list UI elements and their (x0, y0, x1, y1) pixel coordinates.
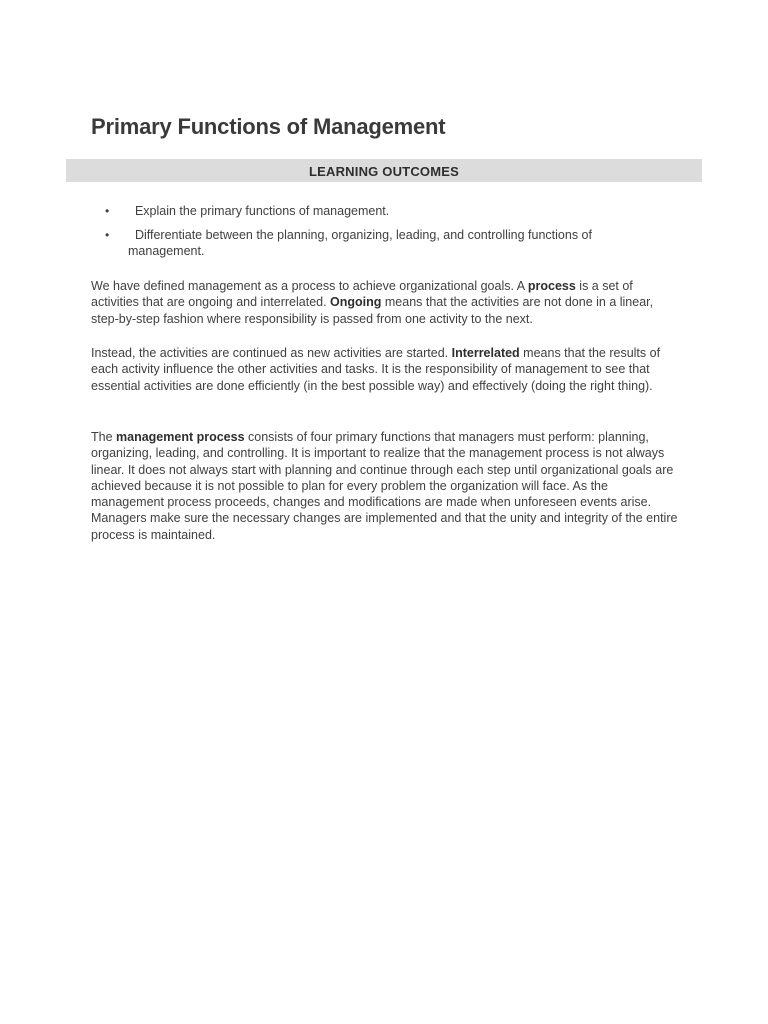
paragraph-interrelated (91, 345, 681, 394)
bold-term: Interrelated (451, 346, 520, 360)
outcome-text: Differentiate between the planning, organizing, leading, and controlling functions of management. (128, 228, 596, 258)
learning-outcomes-heading: LEARNING OUTCOMES (66, 159, 702, 182)
paragraph-management-process (91, 429, 681, 543)
list-item (91, 203, 651, 219)
list-item (91, 227, 651, 259)
bullet-icon: • (105, 228, 110, 242)
paragraph-text: We have defined management as a process to achieve organizational goals. A (91, 279, 528, 293)
paragraph-text: The (91, 430, 117, 444)
bold-term: management process (116, 430, 245, 444)
paragraph-text: consists of four primary functions that managers must perform: planning, organizing, leading, and controlling. It is important to realize that the management process is not always linear. It does not always start with planning and continue through each step until organizational goals are achieved because it is not possible to plan for every problem the organization will face. As the management process proceeds, changes and modifications are made when unforeseen events arise. Managers make sure the necessary changes are implemented and that the unity and integrity of the entire process is maintained. (91, 430, 678, 542)
outcome-text: Explain the primary functions of management. (128, 204, 390, 218)
learning-outcomes-list (91, 203, 651, 267)
page-title: Primary Functions of Management (91, 114, 446, 139)
bold-term: Ongoing (330, 295, 382, 310)
paragraph-text: is a set of activities that are ongoing and interrelated. (91, 279, 633, 310)
bullet-icon: • (105, 204, 110, 218)
paragraph-text: means that the results of each activity influence the other activities and tasks. It is the responsibility of management to see that essential activities are done efficiently (in the best possible way) and effectively (doing the right thing). (91, 346, 661, 393)
paragraph-process-definition (91, 278, 681, 327)
paragraph-text: means that the activities are not done in a linear, step-by-step fashion where responsibility is passed from one activity to the next. (91, 295, 654, 326)
paragraph-text: Instead, the activities are continued as new activities are started. (91, 346, 452, 360)
bold-term: process (527, 279, 576, 293)
